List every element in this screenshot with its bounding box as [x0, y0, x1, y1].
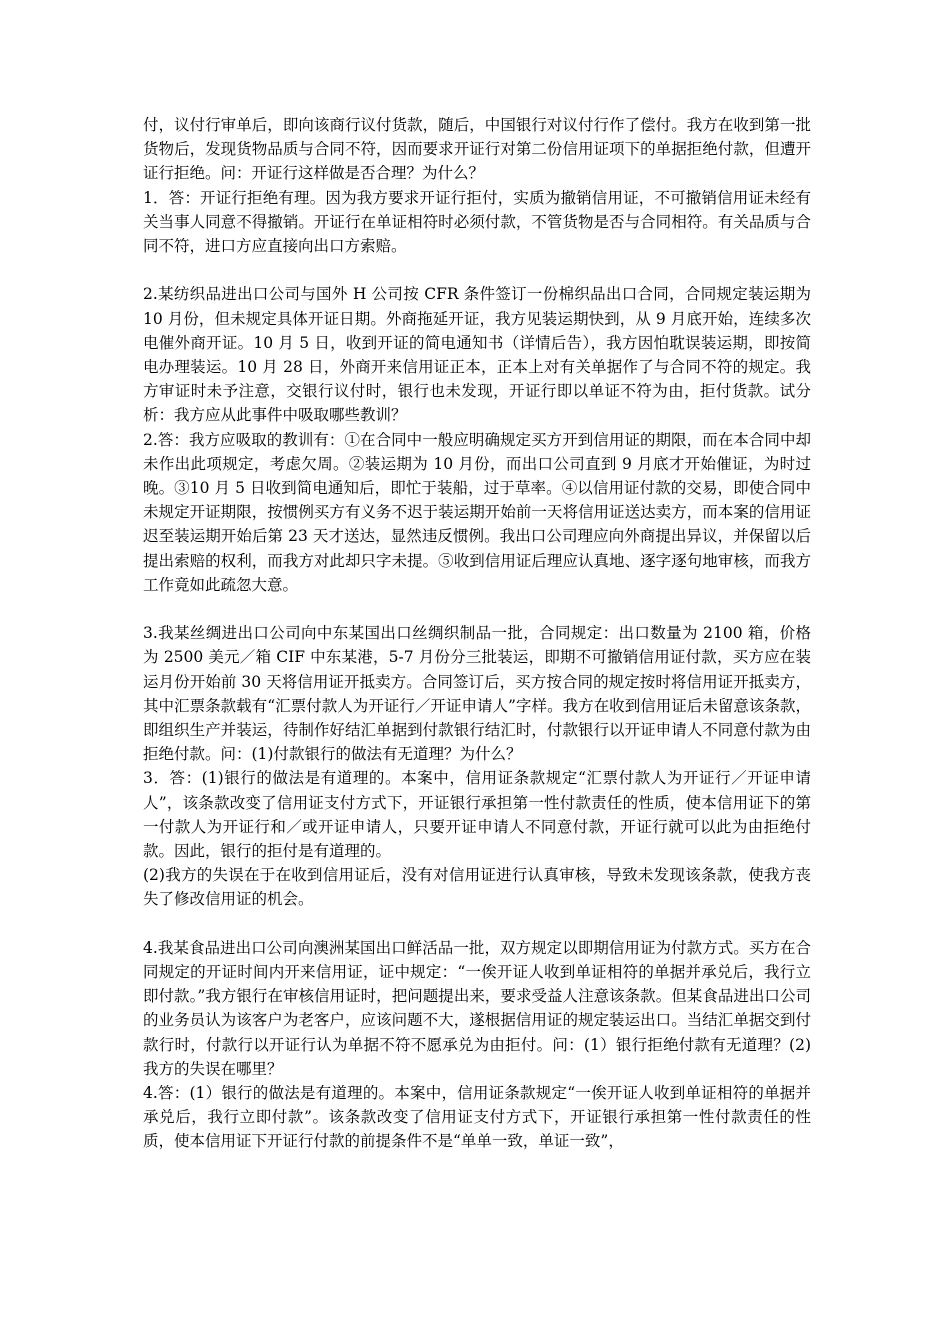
paragraph-case1-answer: 1．答：开证行拒绝有理。因为我方要求开证行拒付，实质为撤销信用证，不可撤销信用证未经有关当事人同意不得撤销。开证行在单证相符时必须付款，不管货物是否与合同相符。有关品质与合同不符，进口方应直接向出口方索赔。: [143, 188, 811, 256]
paragraph-spacer: [143, 912, 811, 936]
document-page: [143, 113, 811, 1154]
paragraph-case3-answer-part2: (2)我方的失误在于在收到信用证后，没有对信用证进行认真审核，导致未发现该条款，使我方丧失了修改信用证的机会。: [143, 866, 811, 909]
paragraph-spacer: [143, 597, 811, 621]
paragraph-spacer: [143, 258, 811, 282]
paragraph-case3-answer-part1: 3．答：(1)银行的做法是有道理的。本案中，信用证条款规定“汇票付款人为开证行／开证申请人”，该条款改变了信用证支付方式下，开证银行承担第一性付款责任的性质，使本信用证下的第一付款人为开证行和／或开证申请人，只要开证申请人不同意付款，开证行就可以此为由拒绝付款。因此，银行的拒付是有道理的。: [143, 769, 811, 861]
paragraph-case1-question-end: 付，议付行审单后，即向该商行议付货款，随后，中国银行对议付行作了偿付。我方在收到第一批货物后，发现货物品质与合同不符，因而要求开证行对第二份信用证项下的单据拒绝付款，但遭开证行拒绝。问：开证行这样做是否合理？为什么？: [143, 116, 811, 183]
paragraph-case4-answer: 4.答：(1）银行的做法是有道理的。本案中，信用证条款规定“一俟开证人收到单证相符的单据并承兑后，我行立即付款”。该条款改变了信用证支付方式下，开证银行承担第一性付款责任的性质，使本信用证下开证行付款的前提条件不是“单单一致，单证一致”，: [143, 1084, 811, 1151]
paragraph-case3-question: 3.我某丝绸进出口公司向中东某国出口丝绸织制品一批，合同规定：出口数量为 2100 箱，价格为 2500 美元／箱 CIF 中东某港，5-7 月份分三批装运，即期不可撤销信用证付款，买方应在装运月份开始前 30 天将信用证开抵卖方。合同签订后，买方按合同的规定按时将信用证开抵卖方，其中汇票条款载有“汇票付款人为开证行／开证申请人”字样。我方在收到信用证后未留意该条款，即组织生产并装运，待制作好结汇单据到付款银行结汇时，付款银行以开证申请人不同意付款为由拒绝付款。问：(1)付款银行的做法有无道理？为什么？: [143, 624, 811, 764]
paragraph-case4-question: 4.我某食品进出口公司向澳洲某国出口鲜活品一批，双方规定以即期信用证为付款方式。买方在合同规定的开证时间内开来信用证，证中规定：“一俟开证人收到单证相符的单据并承兑后，我行立即付款。”我方银行在审核信用证时，把问题提出来，要求受益人注意该条款。但某食品进出口公司的业务员认为该客户为老客户，应该问题不大，遂根据信用证的规定装运出口。当结汇单据交到付款行时，付款行以开证行认为单据不符不愿承兑为由拒付。问：(1）银行拒绝付款有无道理？(2)我方的失误在哪里？: [143, 938, 811, 1078]
paragraph-case2-question: 2.某纺织品进出口公司与国外 H 公司按 CFR 条件签订一份棉织品出口合同，合同规定装运期为 10 月份，但未规定具体开证日期。外商拖延开证，我方见装运期快到，从 9 月底开始，连续多次电催外商开证。10 月 5 日，收到开证的简电通知书（详情后告），我方因怕耽误装运期，即按简电办理装运。10 月 28 日，外商开来信用证正本，正本上对有关单据作了与合同不符的规定。我方审证时未予注意，交银行议付时，银行也未发现，开证行即以单证不符为由，拒付货款。试分析：我方应从此事件中吸取哪些教训？: [143, 285, 811, 425]
paragraph-case2-answer: 2.答：我方应吸取的教训有：①在合同中一般应明确规定买方开到信用证的期限，而在本合同中却未作出此项规定，考虑欠周。②装运期为 10 月份，而出口公司直到 9 月底才开始催证，为时过晚。③10 月 5 日收到简电通知后，即忙于装船，过于草率。④以信用证付款的交易，即使合同中未规定开证期限，按惯例买方有义务不迟于装运期开始前一天将信用证送达卖方，而本案的信用证迟至装运期开始后第 23 天才送达，显然违反惯例。我出口公司理应向外商提出异议，并保留以后提出索赔的权利，而我方对此却只字未提。⑤收到信用证后理应认真地、逐字逐句地审核，而我方工作竟如此疏忽大意。: [143, 430, 811, 594]
